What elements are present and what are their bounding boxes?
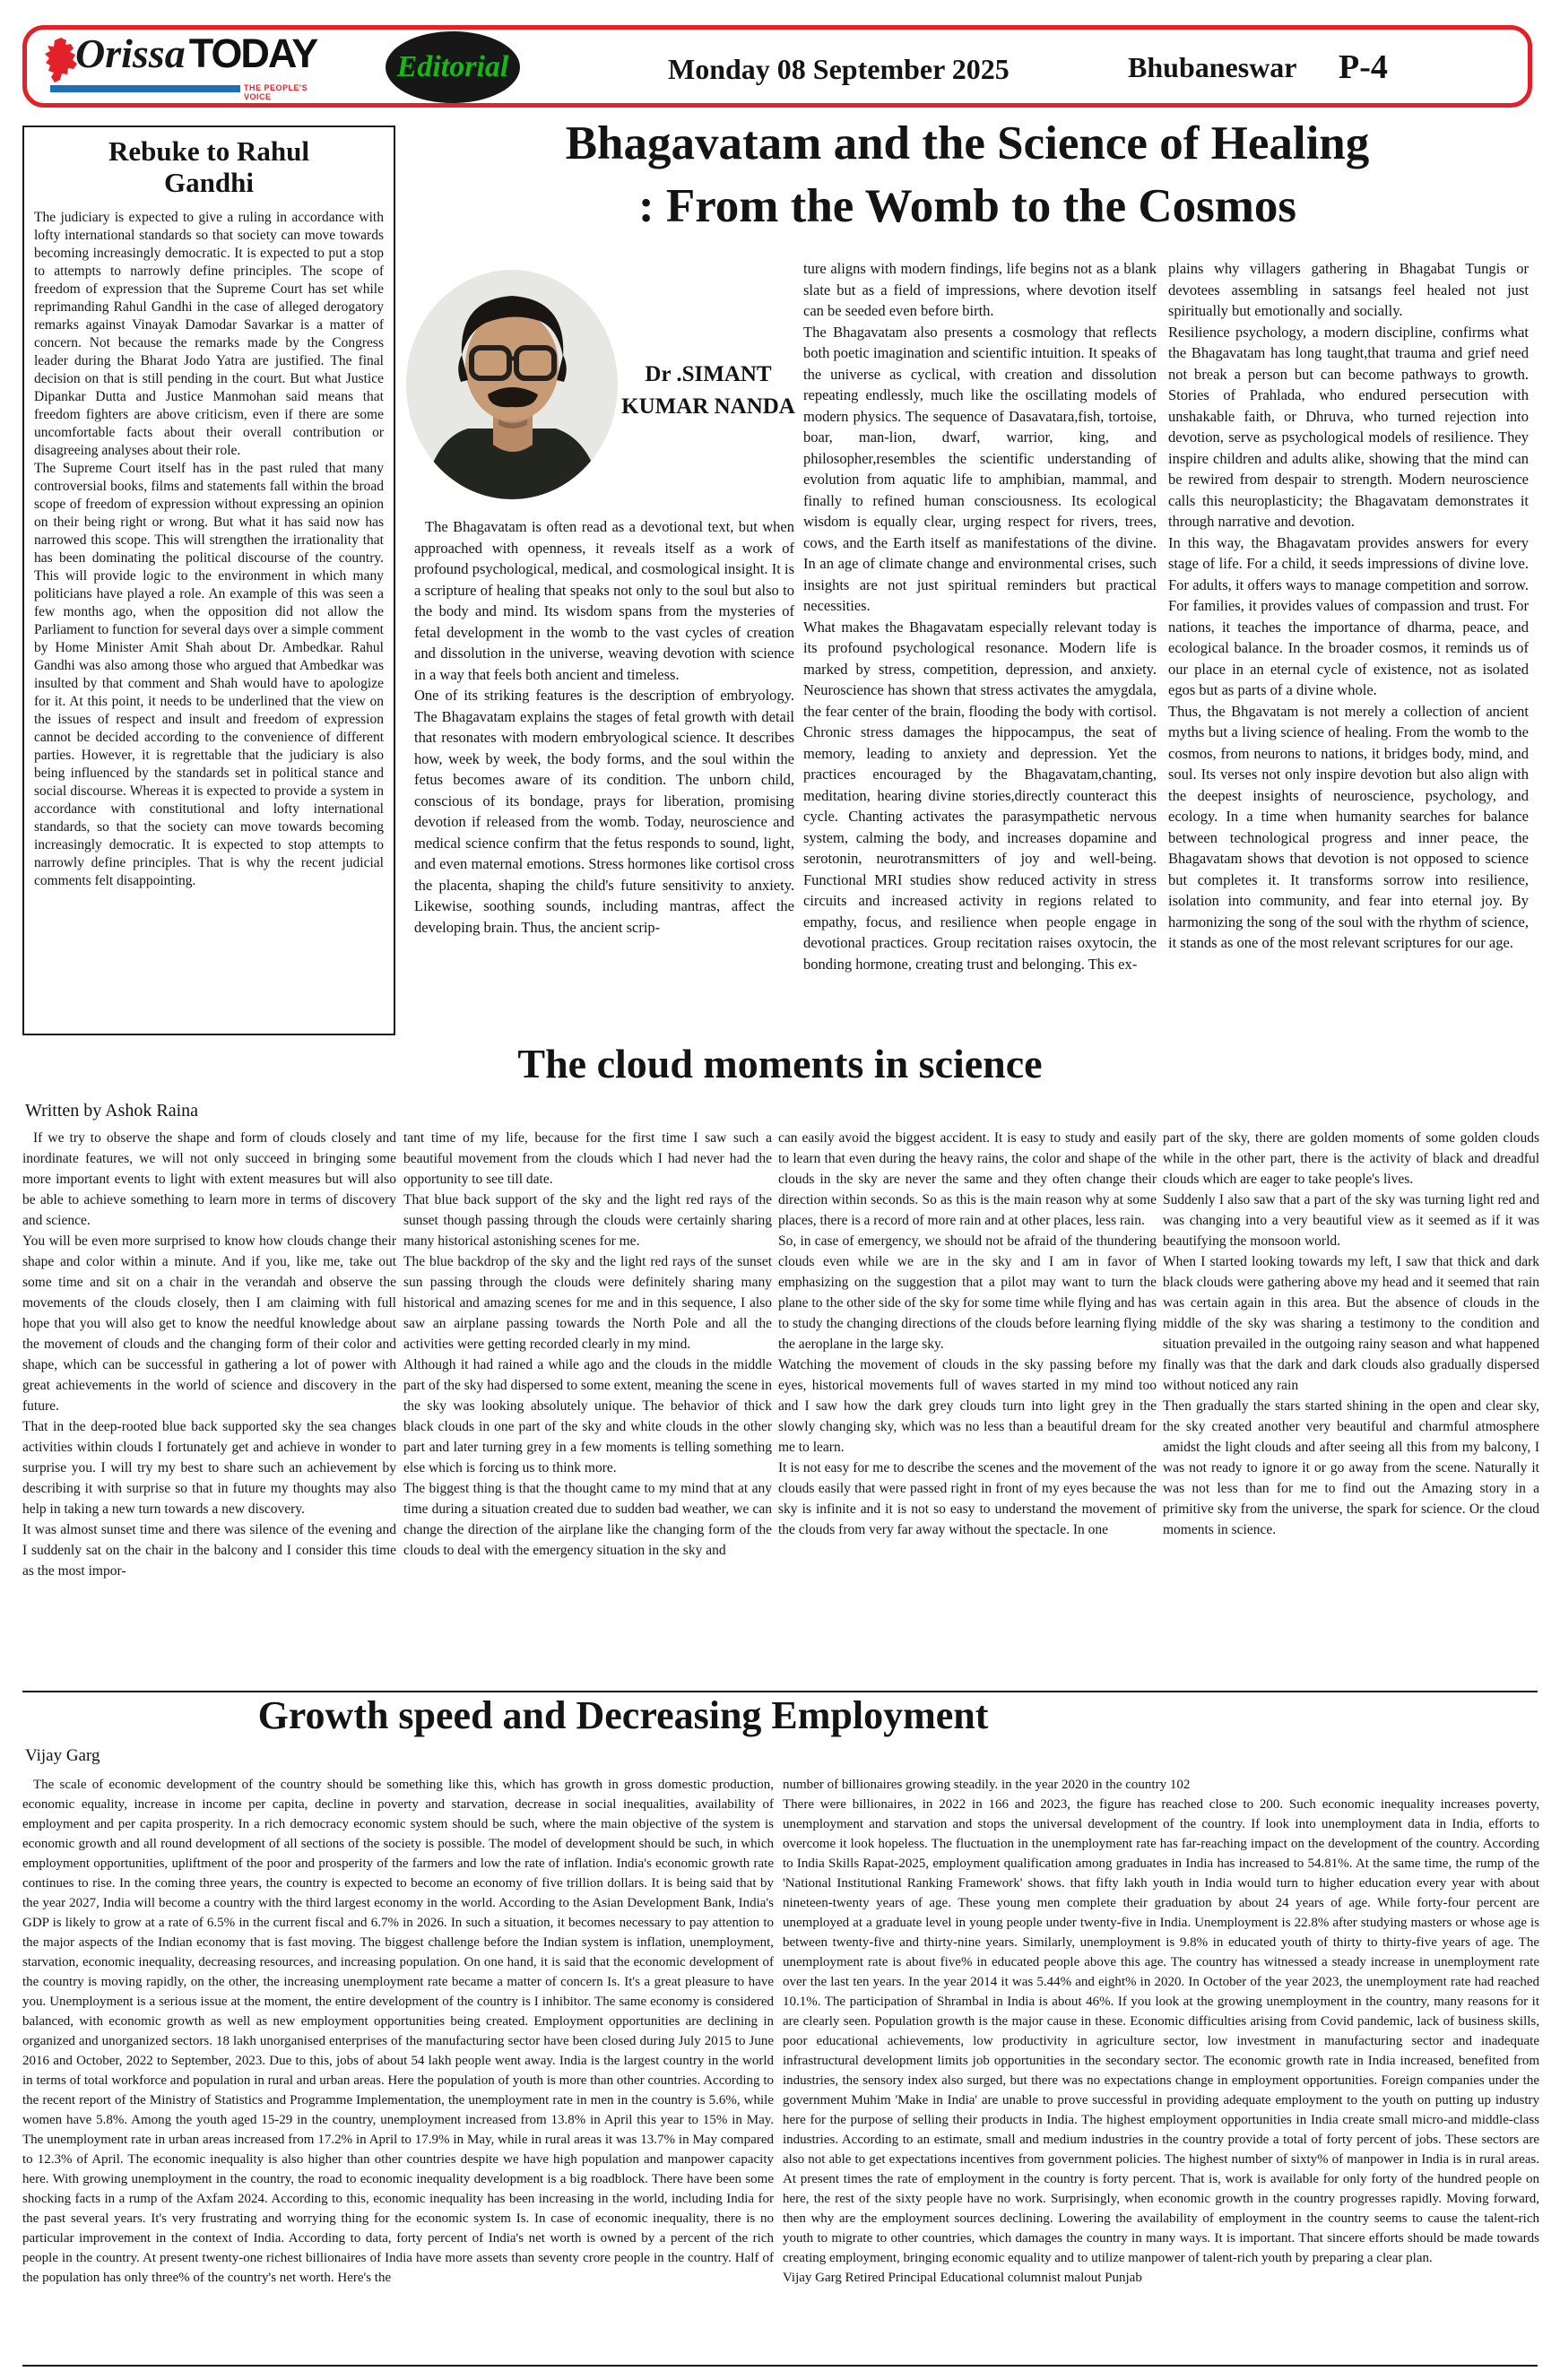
paragraph: The Bhagavatam is often read as a devotional text, but when approached with openness, it reveals itself as a work of profound psychological, medical, and cosmological insight. It is a scripture of healing that speaks not only to the soul but also to the body and mind. Its wisdom spans from the mysteries of fetal development in the womb to the vast cycles of creation and dissolution in the universe, weaving devotion with science in a way that feels both ancient and timeless.	[414, 518, 794, 683]
paragraph: Suddenly I also saw that a part of the sky was turning light red and was changing into a very beautiful view as it seemed as if it was beautifying the monsoon world.	[1163, 1192, 1539, 1249]
cloud-column-1	[22, 1128, 396, 1691]
paragraph: It was almost sunset time and there was silence of the evening and I suddenly sat on the chair in the balcony and I consider this time as the most impor-	[22, 1522, 396, 1579]
logo-text-today: TODAY	[188, 30, 317, 76]
employment-headline: Growth speed and Decreasing Employment	[257, 1693, 989, 1737]
article-rebuke-rahul-gandhi	[22, 125, 395, 1035]
logo-text-orissa: Orissa	[75, 30, 186, 76]
paragraph: Thus, the Bhgavatam is not merely a collection of ancient myths but a living science of healing. From the womb to the cosmos, from neurons to nations, it bridges body, mind, and soul. Its verses not only inspire devotion but also align with the deepest insights of neuroscience, psychology, and ecology. In a time when humanity searches for balance between technological progress and inner peace, the Bhagavatam shows that devotion is not opposed to science but completes it. It transforms sorrow into resilience, isolation into community, and fear into eternal joy. By harmonizing the song of the soul with the rhythm of science, it stands as one of the most relevant scriptures for our age.	[1168, 702, 1529, 951]
paragraph: If we try to observe the shape and form of clouds closely and inordinate features, we will not only succeed in bringing some more important events to light with extent measures but will also be able to achieve something to learn more in terms of discovery and science.	[22, 1130, 396, 1228]
paragraph: ture aligns with modern findings, life begins not as a blank slate but as a field of impressions, where devotion itself can be seeded even before birth.	[803, 260, 1157, 319]
paragraph: number of billionaires growing steadily. in the year 2020 in the country 102	[783, 1778, 1191, 1792]
logo-underline-bar	[50, 85, 240, 92]
paragraph: Watching the movement of clouds in the sky passing before my eyes, historical movements full of waves started in my mind too and I saw how the dark grey clouds turn into light grey in the slowly changing sky, which was no less than a beautiful dream for me to learn.	[778, 1357, 1157, 1455]
bhagavatam-headline	[402, 113, 1533, 238]
bhagavatam-column-2	[803, 258, 1157, 1036]
author-photo	[405, 269, 619, 500]
paragraph: When I started looking towards my left, I saw that thick and dark black clouds were gathering above my head and it seemed that rain was certain again in this area. But the absence of clouds in the middle of the sky was sharing a testimony to the condition and situation prevailed in the outgoing rainy season and what happened finally was that the dark and dark clouds also gradually dispersed without noticed any rain	[1163, 1254, 1539, 1393]
employment-byline: Vijay Garg	[25, 1746, 100, 1765]
editorial-badge-label: Editorial	[396, 50, 509, 83]
page-bottom-rule	[22, 2365, 1538, 2367]
paragraph: What makes the Bhagavatam especially relevant today is its profound psychological resonance. Modern life is marked by stress, competition, depression, and anxiety. Neuroscience has shown that stress activates the amygdala, the fear center of the brain, flooding the body with cortisol. Chronic stress damages the hippocampus, the seat of memory, leading to anxiety and depression. Yet the practices encouraged by the Bhagavatam,chanting, meditation, hearing divine stories,directly counteract this cycle. Chanting activates the parasympathetic nervous system, calming the body, and increases dopamine and serotonin, neurotransmitters of joy and well-being. Functional MRI studies show reduced activity in stress circuits and increased activity in regions related to empathy, focus, and resilience when people engage in devotional practices. Group recitation raises oxytocin, the bonding hormone, creating trust and belonging. This ex-	[803, 618, 1157, 973]
edition-city: Bhubaneswar	[1128, 51, 1297, 83]
paragraph: Vijay Garg Retired Principal Educational columnist malout Punjab	[783, 2271, 1142, 2285]
paragraph: plains why villagers gathering in Bhagabat Tungis or devotees assembling in satsangs feel healed not just spiritually but emotionally and socially.	[1168, 260, 1529, 319]
author-byline-line2: KUMAR NANDA	[621, 394, 795, 420]
paragraph: part of the sky, there are golden moments of some golden clouds while in the other part, there is the activity of black and dreadful clouds which are eager to take people's lives.	[1163, 1130, 1539, 1187]
cloud-byline: Written by Ashok Raina	[25, 1101, 199, 1121]
issue-date: Monday 08 September 2025	[668, 53, 1010, 85]
paragraph: The blue backdrop of the sky and the light red rays of the sunset sun passing through the clouds were definitely sharing many historical and amazing scenes for me and in this sequence, I also saw an airplane passing towards the North Pole and all the activities were getting recorded clearly in my mind.	[403, 1254, 772, 1352]
paragraph: That blue back support of the sky and the light red rays of the sunset though passing through the clouds were certainly sharing many historical astonishing scenes for me.	[403, 1192, 772, 1249]
paragraph: Then gradually the stars started shining in the open and clear sky, the sky created another very beautiful and charmful atmosphere amidst the light clouds and after seeing all this from my balcony, I was not ready to ignore it or go away from the scene. Naturally it was not less than for me to find out the Amazing story in a primitive sky from the universe, the spark for science. Or the cloud moments in science.	[1163, 1398, 1539, 1537]
logo-tagline: THE PEOPLE'S VOICE	[244, 83, 308, 101]
paragraph: The biggest thing is that the thought came to my mind that at any time during a situation created due to sudden bad weather, we can change the direction of the airplane like the changing form of the clouds to deal with the emergency situation in the sky and	[403, 1481, 772, 1558]
bhagavatam-headline-line1: Bhagavatam and the Science of Healing	[565, 117, 1370, 169]
paragraph: That in the deep-rooted blue back supported sky the sea changes activities within clouds I fortunately get and achieve in wonder to surprise you. I will try my best to share such an achievement by describing it with surprise so that in future my thoughts may also help in taking a new turn towards a new discovery.	[22, 1419, 396, 1517]
cloud-column-4	[1163, 1128, 1539, 1691]
paragraph: The judiciary is expected to give a ruling in accordance with lofty international standards so that society can move towards becoming increasingly democratic. It is expected to put a stop to attempts to narrowly define principles. The scope of freedom of expression that the Supreme Court has set while reprimanding Rahul Gandhi in the case of alleged derogatory remarks against Vinayak Damodar Savarkar is a matter of concern. Not because the remarks made by the Congress leader during the Bharat Jodo Yatra are justified. The final decision on that is still pending in the court. But what Justice Dipankar Dutta and Justice Manmohan said means that freedom fighters are above criticism, even if there are some uncomfortable facts about their overall contribution or disagreeing analyses about their role.	[34, 210, 384, 459]
masthead	[22, 25, 1532, 108]
paragraph: Although it had rained a while ago and the clouds in the middle part of the sky had dispersed to some extent, meaning the scene in the sky was looking absolutely unique. The behavior of thick black clouds in one part of the sky and white clouds in the other part and later turning grey in a few moments is telling something else which is forcing us to think more.	[403, 1357, 772, 1476]
cloud-headline: The cloud moments in science	[517, 1041, 1043, 1086]
editorial-badge	[386, 31, 520, 103]
paragraph: It is not easy for me to describe the scenes and the movement of the clouds easily that were passed right in front of my eyes because the sky is infinite and it is not so easy to understand the movement of the clouds from very far away without the spectacle. In one	[778, 1460, 1157, 1537]
rebuke-headline: Rebuke to Rahul Gandhi	[108, 135, 309, 198]
rebuke-body	[34, 209, 384, 890]
paragraph: tant time of my life, because for the first time I saw such a beautiful movement from the clouds which I had never had the opportunity to see till date.	[403, 1130, 772, 1187]
employment-column-2	[783, 1775, 1539, 2358]
paragraph: The scale of economic development of the country should be something like this, which has growth in gross domestic production, economic equality, increase in income per capita, decline in poverty and starvation, decrease in social inequalities, availability of employment and per capita prosperity. In a rich democracy economic system should be such, where the main objective of the system is economic growth and all round development of all sections of the society is possible. The model of development should be such, in which employment opportunities, upliftment of the poor and prosperity of the farmers and low the rate of inflation. India's economic growth rate continues to rise. In the coming three years, the country is expected to become an economy of five trillion dollars. It is being said that by the year 2027, India will become a country with the third largest economy in the world. According to the Asian Development Bank, India's GDP is likely to grow at a rate of 6.5% in the current fiscal and 6.7% in 2026. In such a situation, it becomes necessary to pay attention to the major aspects of the Indian economy that is fast moving. The biggest challenge before the Indian system is inflation, unemployment, starvation, economic inequality, decreasing resources, and increasing population. On one hand, it is said that the economic development of the country is moving rapidly, on the other, the increasing unemployment rate became a matter of concern Is. It's a great pleasure to have you. Unemployment is a serious issue at the moment, the entire development of the country is I inhibitor. The same economy is considered balanced, with economic growth as well as new employment opportunities being created. Employment opportunities are declining in organized and unorganized sectors. 18 lakh unorganised enterprises of the manufacturing sector have been closed during July 2015 to June 2016 and October, 2022 to September, 2023. Due to this, jobs of about 54 lakh people went away. India is the largest country in the world in terms of total workforce and population in rural and urban areas. Here the population of youth is more than other countries. According to the recent report of the Ministry of Statistics and Programme Implementation, the unemployment rate in men in the country is 5.6%, while women have 5.8%. Among the youth aged 15-29 in the country, unemployment increased from 13.8% in April this year to 15% in May. The unemployment rate in urban areas increased from 17.2% in April to 17.9% in May, while in rural areas it was 13.7% in May compared to 12.3% of April. The economic inequality is also higher than other countries despite we have high population and manpower capacity here. With growing unemployment in the country, the road to economic inequality development is a big roadblock. There have been some shocking facts in a rump of the Axfam 2024. According to this, economic inequality has been increasing in the world, including India for the past several years. It's very frustrating and worrying thing for the economic system Is. In case of economic inequality, there is no particular improvement in the context of India. According to data, forty percent of India's net worth is owned by a percent of the rich people in the country. At present twenty-one richest billionaires of India have more assets than seventy crore people in the country. Half of the population has only three% of the country's net worth. Here's the	[22, 1778, 774, 2285]
paragraph: One of its striking features is the description of embryology. The Bhagavatam explains the stages of fetal growth with detail that resonates with modern embryological science. It describes how, week by week, the body forms, and the soul within the fetus becomes aware of its condition. The unborn child, conscious of its bondage, prays for liberation, promising devotion if released from the womb. Today, neuroscience and medical science confirm that the fetus responds to sound, light, and even maternal emotions. Stress hormones like cortisol cross the placenta, shaping the child's future sensitivity to anxiety. Likewise, soothing sounds, including mantras, affect the developing brain. Thus, the ancient scrip-	[414, 687, 794, 936]
bhagavatam-column-3	[1168, 258, 1529, 1036]
author-byline-line1: Dr .SIMANT	[645, 362, 772, 386]
employment-column-1	[22, 1775, 774, 2358]
author-byline	[620, 359, 796, 424]
paragraph: Resilience psychology, a modern discipline, confirms what the Bhagavatam has long taught,that trauma and grief need not break a person but can become pathways to growth. Stories of Prahlada, who endured persecution with unshakable faith, or Dhruva, who turned rejection into devotion, serve as psychological models of resilience. They inspire children and adults alike, showing that the mind can be rewired from despair to strength. Modern neuroscience calls this neuroplasticity; the Bhagavatam demonstrates it through narrative and devotion.	[1168, 323, 1529, 530]
paragraph: can easily avoid the biggest accident. It is easy to study and easily to learn that even during the heavy rains, the color and shape of the clouds in the sky are never the same and they often change their direction within seconds. So as this is the main reason why at some places, there is a record of more rain and at other places, less rain.	[778, 1130, 1157, 1228]
paragraph: The Bhagavatam also presents a cosmology that reflects both poetic imagination and scientific intuition. It speaks of the universe as cyclical, with creation and dissolution repeating endlessly, much like the oscillating models of modern physics. The sequence of Dasavatara,fish, tortoise, boar, man-lion, dwarf, warrior, king, and philosopher,resembles the scientific understanding of evolution from aquatic life to amphibian, mammal, and finally to refined human consciousness. Its ecological wisdom is equally clear, urging respect for rivers, trees, cows, and the Earth itself as manifestations of the divine. In an age of climate change and environmental crises, such insights are not just spiritual reminders but practical necessities.	[803, 323, 1157, 614]
paragraph: The Supreme Court itself has in the past ruled that many controversial books, films and statements fall within the broad scope of freedom of expression without expressing an opinion on their being right or wrong. But what it has said now has narrowed this scope. This will strengthen the irrationality that has been dominating the political discourse of the country. This will provide logic to the environment in which many politicians have played a role. An example of this was seen a few months ago, when the opposition did not allow the Parliament to function for several days over a simple comment by Home Minister Amit Shah about Dr. Ambedkar. Rahul Gandhi was also among those who argued that Ambedkar was insulted by that comment and Shah would have to apologize for it. At this point, it needs to be underlined that the view on the issues of respect and insult and freedom of expression cannot be decided according to the convenience of different parties. However, it is regrettable that the judiciary is also being influenced by the standards set in political stance and social discourse. Whereas it is expected to provide a system in accordance with constitutional and lofty international standards, so that the society can move towards becoming increasingly democratic. It is expected to stop attempts to narrowly define principles. That is why the recent judicial comments felt disappointing.	[34, 461, 384, 889]
cloud-column-2	[403, 1128, 772, 1691]
page-number: P-4	[1339, 48, 1388, 86]
orissa-today-logo	[45, 30, 317, 103]
bhagavatam-headline-line2: : From the Womb to the Cosmos	[637, 179, 1297, 232]
paragraph: You will be even more surprised to know how clouds change their shape and color within a minute. And if you, like me, take out some time and sit on a chair in the verandah and observe the movements of the clouds closely, then I am claiming with full hope that you will also get to know the needful knowledge about the movement of clouds and the changing form of their color and shape, which can be successful in gathering a lot of power with great achievements in the world of science and discovery in the future.	[22, 1233, 396, 1414]
paragraph: In this way, the Bhagavatam provides answers for every stage of life. For a child, it seeds impressions of divine love. For adults, it offers ways to manage competition and sorrow. For families, it provides values of compassion and trust. For nations, it teaches the importance of dharma, peace, and ecological balance. In the broader cosmos, it reminds us of our place in an eternal cycle of existence, not as isolated egos but as parts of a divine whole.	[1168, 533, 1529, 698]
cloud-column-3	[778, 1128, 1157, 1691]
paragraph: So, in case of emergency, we should not be afraid of the thundering clouds even while we are in the sky and I am in favor of emphasizing on the suggestion that a pilot may want to turn the plane to the other side of the sky for some time while flying and has to study the changing directions of the clouds before learning flying the aeroplane in the large sky.	[778, 1233, 1157, 1352]
paragraph: There were billionaires, in 2022 in 166 and 2023, the figure has reached close to 200. Such economic inequality increases poverty, unemployment and starvation and stops the universal development of the country. If look into unemployment data in India, efforts to overcome it look hopeless. The fluctuation in the unemployment rate has far-reaching impact on the development of the country. According to India Skills Rapat-2025, employment qualification among graduates in India has increased to 54.81%. At the same time, the rump of the 'National Institutional Ranking Framework' shows. that fifty lakh youth in India would turn to higher education every year with about nineteen-twenty years of age. These young men complete their graduation by about 24 years of age. While forty-four percent are unemployed at a graduate level in young people under twenty-five in India. Unemployment is 22.8% after studying masters or whose age is between twenty-five and thirty-nine years. Similarly, unemployment is 9.8% in educated youth of thirty to thirty-five years of age. The unemployment rate is about five% in educated people above this age. The country has witnessed a steady increase in unemployment rate over the last ten years. In the year 2014 it was 5.44% and eight% in 2020. In October of the year 2023, the unemployment rate had reached 10.1%. The participation of Shrambal in India is about 46%. If you look at the growing unemployment in the country, many reasons for it are clearly seen. Population growth is the major cause in these. Economic difficulties arising from Covid pandemic, lack of business skills, poor educational achievements, low productivity in agriculture sector, low investment in manufacturing sector and inadequate infrastructural development limits job opportunities in the secondary sector. The economic growth rate in India increased, benefited from industries, the sensory index also surged, but there was no expectations change in employment opportunities. Foreign companies under the government Muhim 'Make in India' are unable to prove successful in providing adequate employment to the youth on putting up industry here for the purpose of selling their products in India. The highest employment opportunities in India create small micro-and middle-class industries. According to an estimate, small and medium industries in the country provide a total of forty percent of jobs. These sectors are also not able to get expectations incentives from government policies. The highest number of sixty% of manpower in India is in rural areas. At present times the rate of employment in the country is forty percent. That is, work is available for only forty of the hundred people on here, the rest of the sixty people have no work. Surprisingly, when economic growth in the country progresses rapidly. Moving forward, then why are the employment sources declining. Lowering the availability of employment in the country seems to cause the talent-rich youth to migrate to other countries, which damages the country in many ways. It is important. That sincere efforts should be made towards creating employment, bringing economic equality and to utilize manpower of talent-rich youth by preparing a clear plan.	[783, 1797, 1539, 2265]
bhagavatam-column-1	[414, 516, 794, 1034]
